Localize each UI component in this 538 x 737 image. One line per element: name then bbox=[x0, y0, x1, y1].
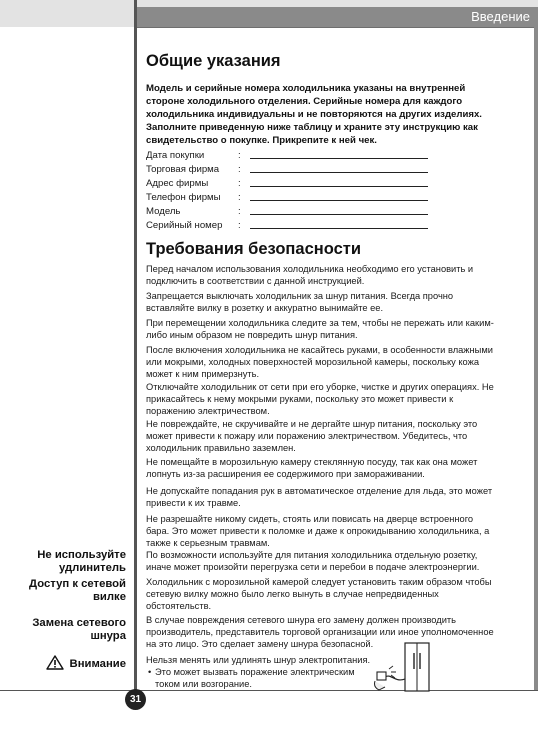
safety-paragraph: Отключайте холодильник от сети при его уборке, чистке и других операциях. Не прикасайтесь к нему мокрыми руками, поскольку это может привести к поражению электричеством. bbox=[146, 382, 494, 416]
safety-paragraph: Не допускайте попадания рук в автоматическое отделение для льда, это может привести к их травме. bbox=[146, 486, 493, 508]
warning-triangle-icon bbox=[46, 655, 64, 670]
field-label: Дата покупки bbox=[146, 150, 205, 161]
field-line[interactable] bbox=[250, 172, 428, 173]
safety-paragraph: Не повреждайте, не скручивайте и не дергайте шнур питания, поскольку это может привести к пожару или поражению электричеством. Убедитесь, что холодильник правильно заземлен. bbox=[146, 419, 478, 453]
safety-paragraph: Не помещайте в морозильную камеру стеклянную посуду, так как она может лопнуть из-за расширения ее содержимого при замораживании. bbox=[146, 457, 478, 479]
field-colon: : bbox=[238, 220, 241, 231]
side-note-extension: Не используйте удлинитель bbox=[37, 549, 126, 574]
plug-fridge-illustration bbox=[371, 639, 435, 694]
safety-paragraph: После включения холодильника не касайтесь руками, в особенности влажными или мокрыми, холодных поверхностей морозильной камеры, поскольку кожа может к ним примерзнуть. bbox=[146, 345, 493, 379]
right-edge-bar bbox=[534, 27, 538, 690]
field-label: Серийный номер bbox=[146, 220, 223, 231]
safety-paragraph-plug-access: Холодильник с морозильной камерой следует установить таким образом чтобы сетевую вилку можно было легко вынуть в случае непредвиденных обстоятельств. bbox=[146, 577, 492, 611]
field-line[interactable] bbox=[250, 214, 428, 215]
field-colon: : bbox=[238, 178, 241, 189]
field-colon: : bbox=[238, 150, 241, 161]
side-note-plug-access: Доступ к сетевой вилке bbox=[29, 578, 126, 603]
field-colon: : bbox=[238, 164, 241, 175]
safety-paragraph: Запрещается выключать холодильник за шнур питания. Всегда прочно вставляйте вилку в розетку и аккуратно вынимайте ее. bbox=[146, 291, 454, 313]
safety-paragraph-warning: Нельзя менять или удлинять шнур электропитания. bbox=[146, 655, 371, 665]
field-line[interactable] bbox=[250, 158, 428, 159]
field-label: Телефон фирмы bbox=[146, 192, 221, 203]
general-title: Общие указания bbox=[146, 52, 281, 70]
page-divider bbox=[134, 0, 137, 690]
field-colon: : bbox=[238, 206, 241, 217]
field-line[interactable] bbox=[250, 228, 428, 229]
field-label: Торговая фирма bbox=[146, 164, 220, 175]
safety-paragraph: Не разрешайте никому сидеть, стоять или повисать на дверце встроенного бара. Это может привести к поломке и даже к опрокидыванию холодильника, а также к серьезным травмам. bbox=[146, 514, 490, 548]
side-note-cord-replace: Замена сетевого шнура bbox=[32, 617, 126, 642]
page-number: 31 bbox=[125, 689, 146, 710]
warning-bullet bbox=[146, 667, 376, 691]
safety-paragraph: При перемещении холодильника следите за тем, чтобы не пережать или каким-либо иным образом не повредить шнур питания. bbox=[146, 318, 494, 340]
field-line[interactable] bbox=[250, 186, 428, 187]
field-colon: : bbox=[238, 192, 241, 203]
side-note-warning bbox=[46, 655, 126, 671]
warning-label: Внимание bbox=[69, 658, 126, 670]
safety-paragraph-extension: По возможности используйте для питания холодильника отдельную розетку, иначе может произойти перегрузка сети и перебои в подаче электроэнергии. bbox=[146, 550, 480, 572]
safety-paragraph-cord-replace: В случае повреждения сетевого шнура его замену должен производить производитель, представитель торговой организации или иное уполномоченное на это лицо. Это сделает замену шнура безопасной. bbox=[146, 615, 494, 649]
general-intro: Модель и серийные номера холодильника указаны на внутренней стороне холодильного отделения. Серийные номера для каждого холодильника индивидуальны и не повторяются на других изделиях. Заполните приведенную ниже таблицу и храните эту инструкцию как свидетельство о покупке. Прикрепите к ней чек. bbox=[146, 83, 482, 146]
field-line[interactable] bbox=[250, 200, 428, 201]
safety-paragraph: Перед началом использования холодильника необходимо его установить и подключить в соответствии с данной инструкцией. bbox=[146, 264, 474, 286]
bullet-text: Это может вызвать поражение электрическим током или возгорание. bbox=[155, 667, 355, 689]
section-tab bbox=[136, 7, 538, 28]
bullet-mark: • bbox=[148, 667, 152, 677]
section-title: Введение bbox=[471, 9, 530, 24]
safety-title: Требования безопасности bbox=[146, 240, 361, 258]
field-label: Модель bbox=[146, 206, 181, 217]
field-label: Адрес фирмы bbox=[146, 178, 209, 189]
